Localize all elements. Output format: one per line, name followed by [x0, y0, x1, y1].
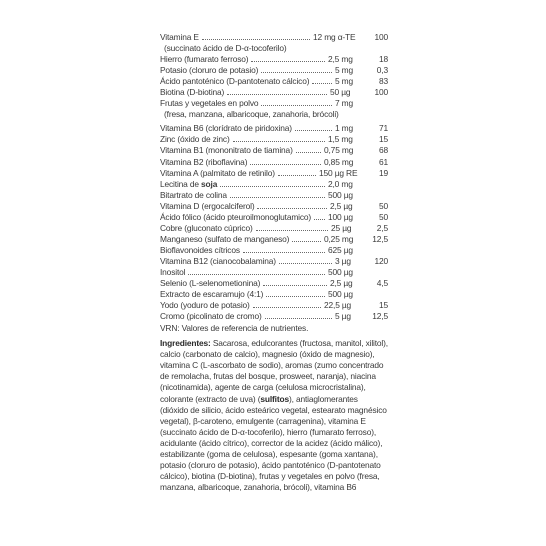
nutrient-vrn: 2,5 — [376, 222, 388, 233]
dot-leader — [278, 175, 316, 176]
dot-leader — [261, 72, 332, 73]
nutrient-row — [160, 245, 388, 256]
nutrient-row — [160, 234, 388, 245]
nutrient-row — [160, 267, 388, 278]
nutrient-row — [160, 300, 388, 311]
dot-leader — [314, 219, 325, 220]
nutrient-label: Cromo (picolinato de cromo) — [160, 311, 262, 322]
nutrient-row — [160, 145, 388, 156]
nutrient-amount: 12 mg α-TE — [313, 32, 356, 42]
nutrient-amount: 100 µg — [328, 211, 353, 222]
nutrient-row — [160, 87, 388, 98]
nutrient-amount: 5 µg — [335, 311, 351, 322]
nutrient-label: Biotina (D-biotina) — [160, 87, 225, 98]
dot-leader — [279, 263, 332, 264]
nutrient-row — [160, 311, 388, 322]
nutrient-label: Lecitina de soja — [160, 178, 218, 189]
ingredients-text-2: ), antiaglomerantes (dióxido de silicio, ácido esteárico vegetal, estearato magnésico vegetal), β-caroteno, emulgente (carragenina), vitamina E (succinato ácido de D-α-tocoferilo), hierro (fumarato ferroso), acidulante (ácido cítrico), corrector de la acidez (ácido málico), estabilizante (goma de celulosa), espesante (goma xantana), potasio (cloruro de potasio), ácido pantoténico (D-pantotenato cálcico), biotina (D-biotina), frutas y vegetales en polvo (fresa, manzana, albaricoque, zanahoria, brócoli), vitamina B6 — [160, 393, 387, 492]
allergen-bold: soja — [201, 178, 218, 189]
nutrient-label: Ácido pantoténico (D-pantotenato cálcico) — [160, 76, 310, 87]
nutrient-amount: 1 mg — [335, 123, 354, 134]
nutrient-row — [160, 179, 388, 190]
nutrient-amount: 2,5 µg — [330, 278, 353, 289]
nutrient-label: Cobre (gluconato cúprico) — [160, 222, 253, 233]
nutrient-vrn: 12,5 — [372, 233, 388, 244]
nutrient-vrn: 100 — [374, 32, 388, 42]
dot-leader — [295, 130, 332, 131]
nutrient-label: Vitamina B2 (riboflavina) — [160, 156, 248, 167]
dot-leader — [227, 94, 327, 95]
nutrient-row — [160, 98, 388, 109]
nutrient-amount: 500 µg — [328, 189, 353, 200]
nutrient-vrn: 4,5 — [376, 278, 388, 289]
nutrient-vrn: 83 — [378, 76, 388, 87]
nutrient-amount: 5 mg — [335, 65, 354, 76]
nutrient-row — [160, 278, 388, 289]
nutrient-label: Yodo (yoduro de potasio) — [160, 300, 250, 311]
dot-leader — [230, 197, 325, 198]
ingredients-heading: Ingredientes: — [160, 338, 211, 349]
ingredients-paragraph — [160, 338, 388, 493]
nutrient-amount: 25 µg — [331, 222, 352, 233]
nutrient-amount: 7 mg — [335, 98, 354, 109]
nutrient-label: Vitamina E — [160, 32, 199, 42]
nutrient-amount: 50 µg — [330, 87, 351, 98]
nutrient-vrn: 100 — [374, 87, 388, 98]
dot-leader — [188, 274, 325, 275]
nutrient-row — [160, 65, 388, 76]
nutrient-row — [160, 32, 388, 43]
nutrient-label: Zinc (óxido de zinc) — [160, 134, 230, 145]
dot-leader — [253, 307, 321, 308]
dot-leader — [261, 105, 332, 106]
dot-leader — [243, 252, 325, 253]
dot-leader — [220, 186, 325, 187]
nutrient-label: (fresa, manzana, albaricoque, zanahoria, brócoli) — [164, 109, 339, 120]
nutrient-row — [160, 256, 388, 267]
dot-leader — [202, 39, 310, 40]
nutrient-label: Extracto de escaramujo (4:1) — [160, 289, 264, 300]
nutrient-label: Vitamina D (ergocalciferol) — [160, 200, 255, 211]
nutrient-vrn: 12,5 — [372, 311, 388, 322]
nutrient-row — [160, 54, 388, 65]
nutrient-label: Vitamina A (palmitato de retinilo) — [160, 167, 275, 178]
nutrient-source-note — [160, 109, 388, 120]
nutrient-vrn: 61 — [378, 156, 388, 167]
dot-leader — [292, 241, 321, 242]
nutrient-table — [160, 32, 388, 322]
nutrient-vrn: 0,3 — [376, 65, 388, 76]
nutrient-label: Frutas y vegetales en polvo — [160, 98, 259, 109]
nutrient-row — [160, 76, 388, 87]
dot-leader — [250, 164, 321, 165]
nutrient-vrn: 120 — [374, 255, 388, 266]
nutrient-label: (succinato ácido de D-α-tocoferilo) — [164, 43, 287, 54]
nutrient-row — [160, 212, 388, 223]
dot-leader — [251, 61, 325, 62]
nutrient-amount: 500 µg — [328, 266, 353, 277]
dot-leader — [312, 83, 332, 84]
nutrient-row — [160, 223, 388, 234]
dot-leader — [257, 208, 327, 209]
nutrient-amount: 0,25 mg — [324, 233, 354, 244]
nutrient-amount: 3 µg — [335, 255, 351, 266]
allergen-sulfitos: sulfitos — [260, 393, 289, 404]
nutrient-vrn: 50 — [378, 211, 388, 222]
nutrient-amount: 2,0 mg — [328, 178, 353, 189]
dot-leader — [263, 285, 327, 286]
nutrient-label: Inositol — [160, 266, 186, 277]
nutrient-amount: 0,75 mg — [324, 145, 354, 156]
dot-leader — [266, 296, 325, 297]
nutrition-panel — [160, 32, 388, 493]
vrn-note: VRN: Valores de referencia de nutrientes. — [160, 323, 309, 334]
nutrient-amount: 625 µg — [328, 244, 353, 255]
nutrient-label: Potasio (cloruro de potasio) — [160, 65, 259, 76]
dot-leader — [296, 152, 321, 153]
nutrient-label: Selenio (L-selenometionina) — [160, 278, 261, 289]
nutrient-row — [160, 123, 388, 134]
nutrient-vrn: 19 — [378, 167, 388, 178]
dot-leader — [265, 318, 332, 319]
nutrient-row — [160, 168, 388, 179]
nutrient-amount: 2,5 µg — [330, 200, 353, 211]
nutrient-amount: 5 mg — [335, 76, 354, 87]
nutrient-row — [160, 289, 388, 300]
nutrient-label: Bioflavonoides cítricos — [160, 244, 240, 255]
nutrient-vrn: 15 — [378, 300, 388, 311]
nutrient-amount: 1,5 mg — [328, 134, 353, 145]
nutrient-label: Vitamina B1 (mononitrato de tiamina) — [160, 145, 293, 156]
nutrient-label: Bitartrato de colina — [160, 189, 227, 200]
nutrient-row — [160, 134, 388, 145]
dot-leader — [233, 141, 325, 142]
nutrient-vrn: 50 — [378, 200, 388, 211]
nutrient-vrn: 18 — [378, 54, 388, 65]
nutrient-amount: 2,5 mg — [328, 54, 353, 65]
nutrient-row — [160, 201, 388, 212]
nutrient-vrn: 15 — [378, 134, 388, 145]
nutrient-row — [160, 157, 388, 168]
dot-leader — [256, 230, 328, 231]
nutrient-label: Vitamina B6 (clorídrato de piridoxina) — [160, 123, 292, 134]
nutrient-label: Ácido fólico (ácido pteuroilmonoglutamico) — [160, 211, 312, 222]
nutrient-amount: 22,5 µg — [324, 300, 352, 311]
nutrient-label: Manganeso (sulfato de manganeso) — [160, 233, 290, 244]
nutrient-vrn: 68 — [378, 145, 388, 156]
nutrient-label: Vitamina B12 (cianocobalamina) — [160, 255, 276, 266]
nutrient-amount: 0,85 mg — [324, 156, 354, 167]
nutrient-source-note — [160, 43, 388, 54]
nutrient-amount: 150 µg RE — [319, 167, 358, 178]
nutrient-row — [160, 190, 388, 201]
nutrient-vrn: 71 — [378, 123, 388, 134]
ingredients-text-1: Sacarosa, edulcorantes (fructosa, manitol, xilitol), calcio (carbonato de calcio), magnesio (óxido de magnesio), vitamina C (L-ascorbato de sodio), aromas (zumo concentrado de remolacha, frutas del bosque, prosweet, naranja), niacina (nicotinamida), agente de carga (celulosa microcristalina), colorante (extracto de uva) ( — [160, 338, 388, 404]
nutrient-label: Hierro (fumarato ferroso) — [160, 54, 249, 65]
nutrient-amount: 500 µg — [328, 289, 353, 300]
